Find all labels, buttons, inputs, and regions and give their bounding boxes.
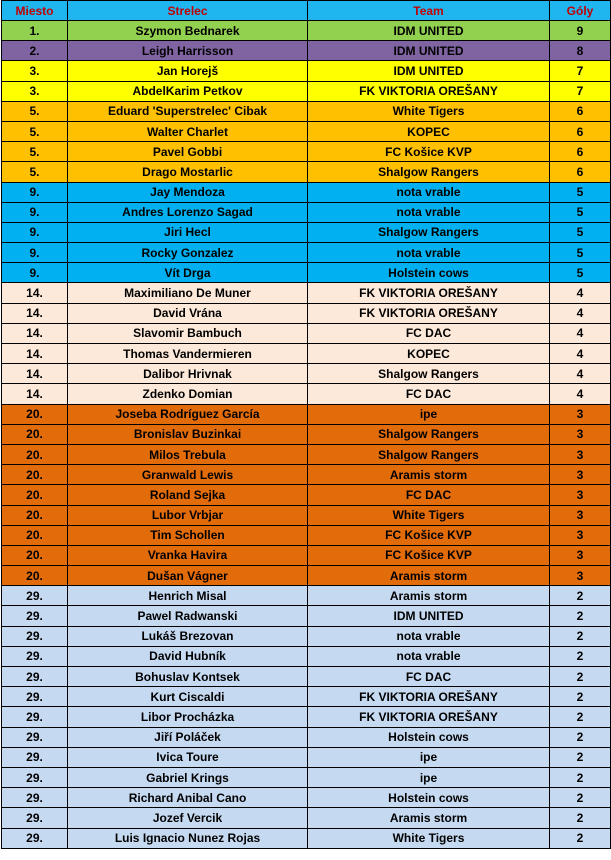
- rank-cell: 14.: [2, 303, 68, 323]
- rank-cell: 20.: [2, 566, 68, 586]
- player-cell: Lubor Vrbjar: [68, 505, 308, 525]
- team-cell: FK VIKTORIA OREŠANY: [308, 81, 550, 101]
- player-cell: Jiri Hecl: [68, 222, 308, 242]
- goals-cell: 8: [550, 41, 611, 61]
- goals-cell: 7: [550, 81, 611, 101]
- goals-cell: 2: [550, 707, 611, 727]
- team-cell: FC Košice KVP: [308, 142, 550, 162]
- table-row: [2, 61, 611, 81]
- goals-cell: 2: [550, 727, 611, 747]
- goals-cell: 4: [550, 364, 611, 384]
- goals-cell: 2: [550, 747, 611, 767]
- goals-cell: 5: [550, 182, 611, 202]
- table-row: [2, 485, 611, 505]
- rank-cell: 29.: [2, 767, 68, 787]
- top-scorers-table: [1, 0, 611, 849]
- team-cell: White Tigers: [308, 828, 550, 848]
- table-row: [2, 545, 611, 565]
- goals-cell: 3: [550, 566, 611, 586]
- team-cell: ipe: [308, 747, 550, 767]
- team-cell: ipe: [308, 404, 550, 424]
- rank-cell: 5.: [2, 162, 68, 182]
- goals-cell: 3: [550, 465, 611, 485]
- team-cell: IDM UNITED: [308, 41, 550, 61]
- table-row: [2, 303, 611, 323]
- header-goals: Góly: [550, 1, 611, 21]
- rank-cell: 14.: [2, 323, 68, 343]
- header-row: [2, 1, 611, 21]
- table-row: [2, 687, 611, 707]
- player-cell: Richard Anibal Cano: [68, 788, 308, 808]
- team-cell: FK VIKTORIA OREŠANY: [308, 707, 550, 727]
- team-cell: FC DAC: [308, 384, 550, 404]
- team-cell: Shalgow Rangers: [308, 424, 550, 444]
- table-row: [2, 222, 611, 242]
- player-cell: Maximiliano De Muner: [68, 283, 308, 303]
- rank-cell: 29.: [2, 808, 68, 828]
- table-row: [2, 727, 611, 747]
- rank-cell: 14.: [2, 384, 68, 404]
- player-cell: Ivica Toure: [68, 747, 308, 767]
- team-cell: nota vrable: [308, 626, 550, 646]
- player-cell: Dušan Vágner: [68, 566, 308, 586]
- rank-cell: 20.: [2, 465, 68, 485]
- player-cell: Milos Trebula: [68, 444, 308, 464]
- team-cell: Shalgow Rangers: [308, 444, 550, 464]
- rank-cell: 20.: [2, 545, 68, 565]
- team-cell: Holstein cows: [308, 788, 550, 808]
- rank-cell: 29.: [2, 606, 68, 626]
- table-row: [2, 525, 611, 545]
- table-row: [2, 323, 611, 343]
- rank-cell: 5.: [2, 142, 68, 162]
- rank-cell: 1.: [2, 21, 68, 41]
- rank-cell: 9.: [2, 222, 68, 242]
- player-cell: David Vrána: [68, 303, 308, 323]
- table-row: [2, 444, 611, 464]
- team-cell: IDM UNITED: [308, 21, 550, 41]
- team-cell: nota vrable: [308, 243, 550, 263]
- goals-cell: 2: [550, 586, 611, 606]
- player-cell: Gabriel Krings: [68, 767, 308, 787]
- table-row: [2, 808, 611, 828]
- table-row: [2, 384, 611, 404]
- team-cell: IDM UNITED: [308, 606, 550, 626]
- player-cell: Eduard 'Superstrelec' Cibak: [68, 101, 308, 121]
- team-cell: nota vrable: [308, 182, 550, 202]
- rank-cell: 20.: [2, 525, 68, 545]
- player-cell: Rocky Gonzalez: [68, 243, 308, 263]
- goals-cell: 3: [550, 424, 611, 444]
- goals-cell: 5: [550, 263, 611, 283]
- table-row: [2, 828, 611, 848]
- table-row: [2, 586, 611, 606]
- goals-cell: 3: [550, 485, 611, 505]
- team-cell: FK VIKTORIA OREŠANY: [308, 303, 550, 323]
- goals-cell: 5: [550, 222, 611, 242]
- team-cell: Holstein cows: [308, 263, 550, 283]
- goals-cell: 2: [550, 606, 611, 626]
- rank-cell: 20.: [2, 444, 68, 464]
- team-cell: FC DAC: [308, 485, 550, 505]
- goals-cell: 5: [550, 202, 611, 222]
- goals-cell: 2: [550, 646, 611, 666]
- team-cell: FC Košice KVP: [308, 525, 550, 545]
- team-cell: Aramis storm: [308, 808, 550, 828]
- rank-cell: 29.: [2, 747, 68, 767]
- player-cell: Luis Ignacio Nunez Rojas: [68, 828, 308, 848]
- team-cell: Holstein cows: [308, 727, 550, 747]
- table-row: [2, 667, 611, 687]
- table-row: [2, 41, 611, 61]
- table-row: [2, 101, 611, 121]
- rank-cell: 2.: [2, 41, 68, 61]
- player-cell: Szymon Bednarek: [68, 21, 308, 41]
- team-cell: Aramis storm: [308, 566, 550, 586]
- table-row: [2, 263, 611, 283]
- player-cell: Libor Procházka: [68, 707, 308, 727]
- rank-cell: 29.: [2, 828, 68, 848]
- team-cell: nota vrable: [308, 646, 550, 666]
- rank-cell: 20.: [2, 424, 68, 444]
- goals-cell: 7: [550, 61, 611, 81]
- rank-cell: 9.: [2, 263, 68, 283]
- table-row: [2, 344, 611, 364]
- rank-cell: 9.: [2, 243, 68, 263]
- player-cell: Jozef Vercik: [68, 808, 308, 828]
- goals-cell: 2: [550, 626, 611, 646]
- goals-cell: 2: [550, 828, 611, 848]
- team-cell: KOPEC: [308, 344, 550, 364]
- rank-cell: 14.: [2, 364, 68, 384]
- rank-cell: 29.: [2, 788, 68, 808]
- player-cell: Lukáš Brezovan: [68, 626, 308, 646]
- goals-cell: 3: [550, 505, 611, 525]
- team-cell: Shalgow Rangers: [308, 222, 550, 242]
- table-row: [2, 465, 611, 485]
- team-cell: Shalgow Rangers: [308, 364, 550, 384]
- table-row: [2, 646, 611, 666]
- player-cell: Drago Mostarlic: [68, 162, 308, 182]
- goals-cell: 4: [550, 344, 611, 364]
- team-cell: KOPEC: [308, 121, 550, 141]
- player-cell: Roland Sejka: [68, 485, 308, 505]
- rank-cell: 29.: [2, 586, 68, 606]
- goals-cell: 2: [550, 808, 611, 828]
- player-cell: Vít Drga: [68, 263, 308, 283]
- player-cell: Kurt Ciscaldi: [68, 687, 308, 707]
- goals-cell: 6: [550, 121, 611, 141]
- table-row: [2, 364, 611, 384]
- player-cell: Bohuslav Kontsek: [68, 667, 308, 687]
- team-cell: ipe: [308, 767, 550, 787]
- team-cell: FK VIKTORIA OREŠANY: [308, 687, 550, 707]
- table-row: [2, 121, 611, 141]
- table-row: [2, 243, 611, 263]
- player-cell: Jay Mendoza: [68, 182, 308, 202]
- team-cell: White Tigers: [308, 505, 550, 525]
- player-cell: Dalibor Hrivnak: [68, 364, 308, 384]
- goals-cell: 3: [550, 404, 611, 424]
- rank-cell: 20.: [2, 404, 68, 424]
- goals-cell: 4: [550, 303, 611, 323]
- goals-cell: 3: [550, 525, 611, 545]
- team-cell: Shalgow Rangers: [308, 162, 550, 182]
- table-row: [2, 767, 611, 787]
- header-player: Strelec: [68, 1, 308, 21]
- player-cell: Henrich Misal: [68, 586, 308, 606]
- rank-cell: 14.: [2, 283, 68, 303]
- table-row: [2, 606, 611, 626]
- goals-cell: 2: [550, 687, 611, 707]
- table-row: [2, 626, 611, 646]
- rank-cell: 5.: [2, 101, 68, 121]
- goals-cell: 3: [550, 444, 611, 464]
- team-cell: FC DAC: [308, 667, 550, 687]
- rank-cell: 20.: [2, 505, 68, 525]
- table-header: [2, 1, 611, 21]
- goals-cell: 2: [550, 788, 611, 808]
- table-row: [2, 505, 611, 525]
- player-cell: Andres Lorenzo Sagad: [68, 202, 308, 222]
- goals-cell: 9: [550, 21, 611, 41]
- goals-cell: 4: [550, 384, 611, 404]
- team-cell: nota vrable: [308, 202, 550, 222]
- goals-cell: 6: [550, 101, 611, 121]
- rank-cell: 14.: [2, 344, 68, 364]
- rank-cell: 29.: [2, 646, 68, 666]
- header-rank: Miesto: [2, 1, 68, 21]
- player-cell: Joseba Rodríguez García: [68, 404, 308, 424]
- table-row: [2, 182, 611, 202]
- goals-cell: 4: [550, 283, 611, 303]
- player-cell: Walter Charlet: [68, 121, 308, 141]
- table-row: [2, 424, 611, 444]
- table-row: [2, 81, 611, 101]
- table-row: [2, 283, 611, 303]
- player-cell: Jan Horejš: [68, 61, 308, 81]
- player-cell: Bronislav Buzinkai: [68, 424, 308, 444]
- goals-cell: 6: [550, 162, 611, 182]
- table-body: [2, 21, 611, 849]
- player-cell: Pavel Gobbi: [68, 142, 308, 162]
- team-cell: FC Košice KVP: [308, 545, 550, 565]
- player-cell: Jiří Poláček: [68, 727, 308, 747]
- rank-cell: 29.: [2, 687, 68, 707]
- table-row: [2, 142, 611, 162]
- table-row: [2, 162, 611, 182]
- table-row: [2, 707, 611, 727]
- rank-cell: 3.: [2, 61, 68, 81]
- rank-cell: 9.: [2, 202, 68, 222]
- goals-cell: 2: [550, 667, 611, 687]
- team-cell: IDM UNITED: [308, 61, 550, 81]
- player-cell: Slavomir Bambuch: [68, 323, 308, 343]
- team-cell: FC DAC: [308, 323, 550, 343]
- player-cell: Leigh Harrisson: [68, 41, 308, 61]
- table-row: [2, 404, 611, 424]
- goals-cell: 4: [550, 323, 611, 343]
- table-row: [2, 21, 611, 41]
- player-cell: Tim Schollen: [68, 525, 308, 545]
- rank-cell: 29.: [2, 667, 68, 687]
- goals-cell: 6: [550, 142, 611, 162]
- player-cell: Vranka Havira: [68, 545, 308, 565]
- rank-cell: 29.: [2, 727, 68, 747]
- table-row: [2, 202, 611, 222]
- team-cell: White Tigers: [308, 101, 550, 121]
- rank-cell: 3.: [2, 81, 68, 101]
- rank-cell: 29.: [2, 707, 68, 727]
- rank-cell: 5.: [2, 121, 68, 141]
- team-cell: Aramis storm: [308, 586, 550, 606]
- goals-cell: 5: [550, 243, 611, 263]
- table-row: [2, 747, 611, 767]
- header-team: Team: [308, 1, 550, 21]
- rank-cell: 20.: [2, 485, 68, 505]
- rank-cell: 9.: [2, 182, 68, 202]
- player-cell: AbdelKarim Petkov: [68, 81, 308, 101]
- table-row: [2, 566, 611, 586]
- goals-cell: 2: [550, 767, 611, 787]
- player-cell: Thomas Vandermieren: [68, 344, 308, 364]
- player-cell: Pawel Radwanski: [68, 606, 308, 626]
- player-cell: David Hubník: [68, 646, 308, 666]
- player-cell: Granwald Lewis: [68, 465, 308, 485]
- rank-cell: 29.: [2, 626, 68, 646]
- team-cell: FK VIKTORIA OREŠANY: [308, 283, 550, 303]
- goals-cell: 3: [550, 545, 611, 565]
- table-row: [2, 788, 611, 808]
- player-cell: Zdenko Domian: [68, 384, 308, 404]
- team-cell: Aramis storm: [308, 465, 550, 485]
